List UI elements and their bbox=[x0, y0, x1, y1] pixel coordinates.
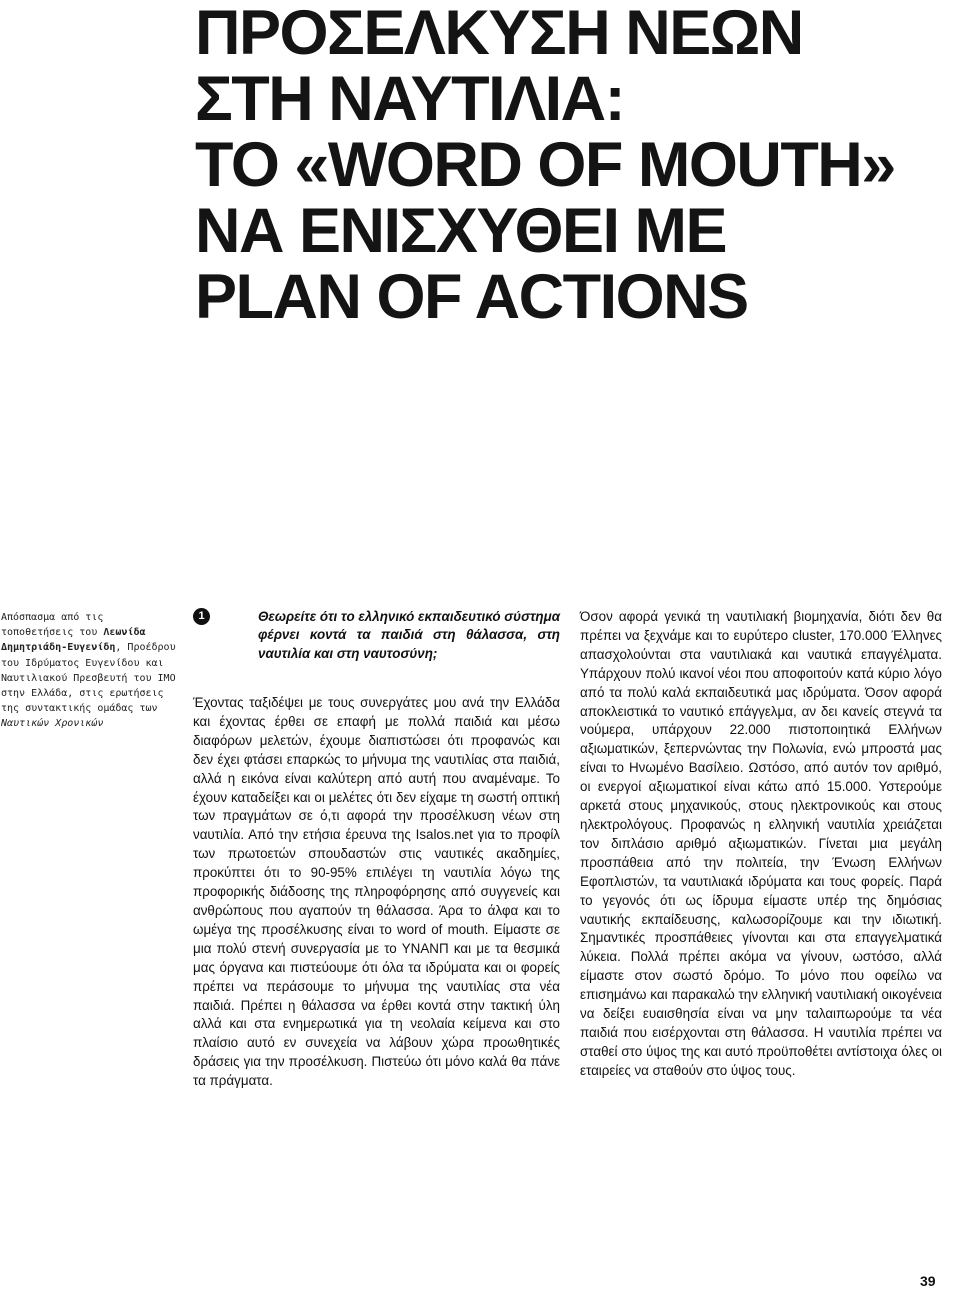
sidebar-middle-text: , Προέδρου του Ιδρύματος Ευγενίδου και Ναυτιλιακού Πρεσβευτή του ΙΜΟ στην Ελλάδα, στις ερωτήσεις της συντακτικής ομάδας των bbox=[1, 642, 176, 715]
answer-paragraph-2: Όσον αφορά γενικά τη ναυτιλιακή βιομηχανία, διότι δεν θα πρέπει να ξεχνάμε και το ευρύτερο cluster, 170.000 Έλληνες απασχολούνται στα ναυτιλιακά και ναυτικά επαγγέλματα. Υπάρχουν πολύ ικανοί νέοι που αποφοιτούν κατά κύριο λόγο από τα πολύ καλά εκπαιδευτικά μας ιδρύματα. Όσον αφορά αποκλειστικά το ναυτικό επάγγελμα, αν δει κανείς στεγνά τα νούμερα, υπάρχουν 22.000 πιστοποιητικά Ελλήνων αξιωματικών, ξεπερνώντας την Πολωνία, ενώ μπροστά μας είναι το Ηνωμένο Βασίλειο. Ωστόσο, από αυτόν τον αριθμό, οι ενεργοί αξιωματικοί είναι κάτω από 15.000. Υστερούμε αρκετά στους μηχανικούς, στους ηλεκτρονικούς και στους ηλεκτρολόγους. Προφανώς η ελληνική ναυτιλία χρειάζεται τον διπλάσιο αριθμό αξιωματικών. Γίνεται μια μεγάλη προσπάθεια από την πολιτεία, την Ένωση Ελλήνων Εφοπλιστών, τα ναυτιλιακά ιδρύματα και τους φορείς. Παρά το γεγονός ότι ως ίδρυμα είμαστε υπέρ της δημόσιας ναυτικής εκπαίδευσης, καλωσορίζουμε και την ιδιωτική. Σημαντικές προσπάθειες γίνονται και στα επαγγελματικά λύκεια. Πολλά πρέπει ακόμα να γίνουν, ωστόσο, αλλά είμαστε στον σωστό δρόμο. Το μόνο που οφείλω να επισημάνω και παρακαλώ την ελληνική ναυτιλιακή οικογένεια να δείξει ευαισθησία είναι να μην ταλαιπωρούμε τα νέα παιδιά που εισέρχονται στη θάλασσα. Η ναυτιλία πρέπει να σταθεί στο ύψος της και αυτό προϋποθέτει αντίστοιχα όλες οι εταιρείες να σταθούν στο ύψος τους. bbox=[580, 609, 942, 1078]
question-number-badge: 1 bbox=[193, 608, 210, 625]
sidebar-intro bbox=[1, 610, 181, 732]
headline-line: ΠΡΟΣΕΛΚΥΣΗ ΝΕΩΝ bbox=[195, 0, 803, 68]
question-block bbox=[193, 608, 560, 663]
question-text: Θεωρείτε ότι το ελληνικό εκπαιδευτικό σύστημα φέρνει κοντά τα παιδιά στη θάλασσα, στη ναυτιλία και στη ναυτοσύνη; bbox=[258, 609, 560, 661]
headline-line: PLAN OF ACTIONS bbox=[195, 262, 748, 332]
publication-name: Ναυτικών Χρονικών bbox=[1, 718, 104, 730]
headline-line: ΣΤΗ ΝΑΥΤΙΛΙΑ: bbox=[195, 64, 625, 134]
headline-line: ΤΟ «WORD OF MOUTH» bbox=[195, 130, 895, 200]
sidebar-intro-text: Απόσπασμα από τις τοποθετήσεις του bbox=[1, 612, 104, 639]
interviewee-name: Λεωνίδα Δημητριάδη-Ευγενίδη bbox=[1, 627, 146, 654]
headline-line: ΝΑ ΕΝΙΣΧΥΘΕΙ ΜΕ bbox=[195, 196, 726, 266]
answer-column-1 bbox=[193, 694, 560, 1091]
page-number: 39 bbox=[920, 1273, 936, 1289]
answer-column-2 bbox=[580, 608, 942, 1081]
answer-paragraph-1: Έχοντας ταξιδέψει με τους συνεργάτες μου ανά την Ελλάδα και έχοντας έρθει σε επαφή με πολλά παιδιά και μέσω διαφόρων μελετών, έχουμε διαπιστώσει ότι προφανώς και δεν έχει φτάσει επαρκώς το μήνυμα της ναυτιλίας στα παιδιά, αλλά η εικόνα είναι καλύτερη από αυτή που αναμέναμε. Το έχουν καταδείξει και οι μελέτες ότι δεν είχαμε τη σωστή οπτική των πραγμάτων σε ό,τι αφορά την προσέλκυση νέων στη ναυτιλία. Από την ετήσια έρευνα της Isalos.net για το προφίλ των πρωτοετών σπουδαστών στις ναυτικές ακαδημίες, προκύπτει ότι το 90-95% επιλέγει τη ναυτιλία λόγω της προφορικής διάδοσης της πληροφόρησης από συγγενείς και ανθρώπους που αγαπούν τη θάλασσα. Άρα το άλφα και το ωμέγα της προσέλκυσης είναι το word of mouth. Είμαστε σε μια πολύ στενή συνεργασία με το ΥΝΑΝΠ και με τα θεσμικά μας όργανα και πιστεύουμε ότι όλα τα ιδρύματα και οι φορείς πρέπει να περάσουμε το μήνυμα της ναυτιλίας στα νέα παιδιά. Πρέπει η θάλασσα να έρθει κοντά στην τακτική ύλη αλλά και στα ενημερωτικά για τη νεολαία κείμενα και στο πλαίσιο αυτό εν συνεχεία να λάβουν χώρα προωθητικές δράσεις για την προσέλκυση. Πιστεύω ότι μόνο καλά θα πάνε τα πράγματα. bbox=[193, 695, 560, 1089]
headline bbox=[195, 0, 963, 330]
